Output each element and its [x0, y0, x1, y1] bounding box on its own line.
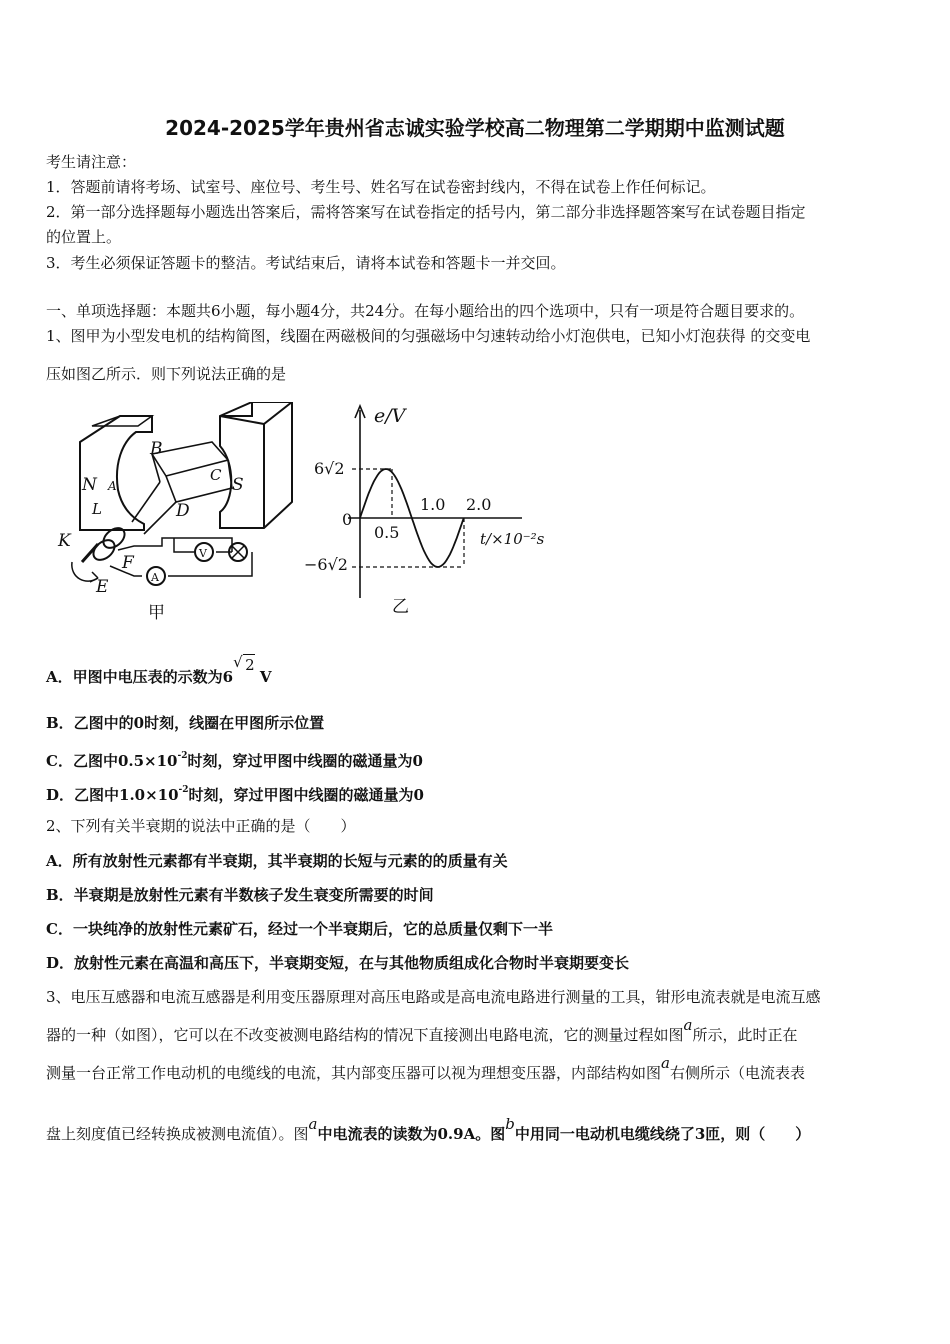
label-F: F — [122, 553, 134, 573]
q1-option-d-post: 时刻，穿过甲图中线圈的磁通量为0 — [188, 786, 424, 804]
q3-line4-pre: 盘上刻度值已经转换成被测电流值）。图 — [46, 1125, 309, 1143]
section-heading: 一、单项选择题：本题共6小题，每小题4分，共24分。在每小题给出的四个选项中，只有一项是符合题目要求的。 — [46, 302, 805, 320]
label-B: B — [150, 439, 163, 459]
notice-item-1: 1．答题前请将考场、试室号、座位号、考生号、姓名写在试卷密封线内，不得在试卷上作任何标记。 — [46, 178, 716, 196]
q3-line2 — [46, 1016, 798, 1045]
notice-item-2: 2．第一部分选择题每小题选出答案后，需将答案写在试卷指定的括号内，第二部分非选择题答案写在试卷题目指定 — [46, 203, 806, 221]
generator-diagram — [72, 402, 292, 585]
label-C: C — [210, 466, 222, 484]
x-axis-label: t/×10⁻²s — [480, 530, 545, 548]
q1-option-a — [46, 653, 272, 687]
q3-figure-b-ref: b — [505, 1115, 515, 1133]
q2-option-b: B．半衰期是放射性元素有半数核子发生衰变所需要的时间 — [46, 886, 434, 904]
label-D: D — [176, 501, 190, 521]
q1-option-a-unit: V — [259, 668, 272, 686]
q1-stem-line2: 压如图乙所示．则下列说法正确的是 — [46, 365, 287, 383]
meter-a-label: A — [151, 571, 159, 584]
q3-line3 — [46, 1054, 805, 1083]
meter-v-label: V — [199, 547, 207, 560]
label-L: L — [92, 500, 102, 518]
y-tick-bottom: −6√2 — [304, 555, 348, 574]
q2-stem: 2、下列有关半衰期的说法中正确的是（ ） — [46, 817, 356, 835]
q1-option-d-exp: -2 — [178, 785, 189, 795]
notice-heading: 考生请注意： — [46, 153, 137, 171]
x-tick-05: 0.5 — [374, 523, 400, 542]
q1-option-b: B．乙图中的0时刻，线圈在甲图所示位置 — [46, 714, 325, 732]
q3-line4 — [46, 1115, 811, 1144]
q1-option-a-text: A．甲图中电压表的示数为6 — [46, 668, 234, 686]
q1-option-d-pre: D．乙图中1.0×10 — [46, 786, 179, 804]
q1-option-c-pre: C．乙图中0.5×10 — [46, 752, 178, 770]
q2-option-d: D．放射性元素在高温和高压下，半衰期变短，在与其他物质组成化合物时半衰期要变长 — [46, 954, 630, 972]
q2-option-a: A．所有放射性元素都有半衰期，其半衰期的长短与元素的的质量有关 — [46, 852, 508, 870]
y-axis-label: e/V — [374, 405, 406, 427]
x-tick-20: 2.0 — [466, 495, 492, 514]
q3-figure-a-ref-3: a — [308, 1115, 318, 1133]
q3-line4-post: 中用同一电动机电缆线绕了3匝，则（ ） — [514, 1125, 811, 1143]
origin-label: 0 — [342, 510, 353, 529]
label-S: S — [232, 475, 244, 495]
q1-option-c-exp: -2 — [177, 751, 188, 761]
q1-option-a-root: 2 — [245, 656, 255, 674]
q3-line2-pre: 器的一种（如图），它可以在不改变被测电路结构的情况下直接测出电路电流，它的测量过程如图 — [46, 1026, 684, 1044]
notice-item-3: 3．考生必须保证答题卡的整洁。考试结束后，请将本试卷和答题卡一并交回。 — [46, 254, 566, 272]
label-K: K — [58, 531, 71, 551]
q3-line2-post: 所示，此时正在 — [692, 1026, 798, 1044]
q1-option-c-post: 时刻，穿过甲图中线圈的磁通量为0 — [187, 752, 423, 770]
q3-line3-post: 右侧所示（电流表表 — [669, 1064, 805, 1082]
q1-stem-line1: 1、图甲为小型发电机的结构简图，线圈在两磁极间的匀强磁场中匀速转动给小灯泡供电，已知小灯泡获得 的交变电 — [46, 327, 811, 345]
voltage-graph — [304, 405, 545, 617]
x-tick-10: 1.0 — [420, 495, 446, 514]
q1-option-a-sqrt: √ 2 — [233, 653, 255, 674]
page-title: 2024-2025学年贵州省志诚实验学校高二物理第二学期期中监测试题 — [165, 116, 785, 140]
label-A: A — [108, 479, 117, 493]
q1-option-d — [46, 782, 424, 805]
y-tick-top: 6√2 — [314, 459, 345, 478]
q3-figure-a-ref-1: a — [683, 1016, 693, 1034]
q1-figure — [52, 402, 562, 622]
q3-line4-mid: 中电流表的读数为0.9A。图 — [317, 1125, 506, 1143]
q3-line3-pre: 测量一台正常工作电动机的电缆线的电流，其内部变压器可以视为理想变压器，内部结构如图 — [46, 1064, 662, 1082]
q2-option-c: C．一块纯净的放射性元素矿石，经过一个半衰期后，它的总质量仅剩下一半 — [46, 920, 553, 938]
q3-line1: 3、电压互感器和电流互感器是利用变压器原理对高压电路或是高电流电路进行测量的工具，钳形电流表就是电流互感 — [46, 988, 821, 1006]
notice-item-2-cont: 的位置上。 — [46, 228, 122, 246]
figure-label-yi: 乙 — [392, 597, 409, 617]
label-N: N — [82, 475, 97, 495]
q1-option-c — [46, 748, 423, 771]
q3-figure-a-ref-2: a — [661, 1054, 670, 1072]
figure-label-jia: 甲 — [148, 603, 165, 622]
label-E: E — [96, 577, 109, 597]
